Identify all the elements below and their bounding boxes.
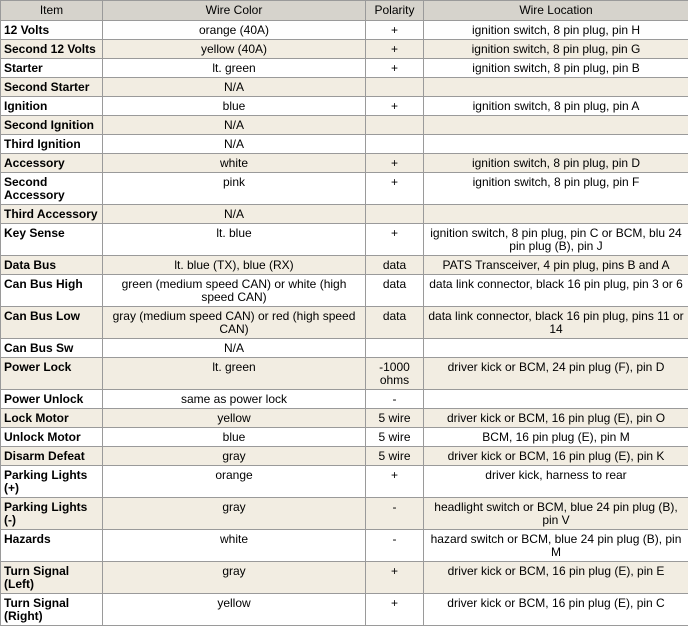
polarity-cell	[366, 339, 424, 358]
item-cell: Accessory	[1, 154, 103, 173]
table-row	[1, 562, 688, 594]
table-row	[1, 224, 688, 256]
item-cell: Ignition	[1, 97, 103, 116]
wire-location-cell: ignition switch, 8 pin plug, pin F	[424, 173, 688, 205]
table-row	[1, 256, 688, 275]
wire-color-cell: lt. green	[103, 358, 366, 390]
table-row	[1, 135, 688, 154]
polarity-cell: data	[366, 275, 424, 307]
wire-color-cell: yellow	[103, 594, 366, 626]
table-header-row	[1, 1, 688, 21]
wire-location-cell: ignition switch, 8 pin plug, pin C or BCM, blu 24 pin plug (B), pin J	[424, 224, 688, 256]
item-cell: Can Bus Low	[1, 307, 103, 339]
polarity-cell: +	[366, 21, 424, 40]
wire-color-cell: gray	[103, 447, 366, 466]
wire-color-cell: gray	[103, 498, 366, 530]
item-cell: Can Bus Sw	[1, 339, 103, 358]
wire-location-cell	[424, 78, 688, 97]
wire-location-cell: hazard switch or BCM, blue 24 pin plug (B), pin M	[424, 530, 688, 562]
wire-color-cell: blue	[103, 428, 366, 447]
item-cell: Disarm Defeat	[1, 447, 103, 466]
polarity-cell: -	[366, 530, 424, 562]
item-cell: Power Lock	[1, 358, 103, 390]
table-row	[1, 59, 688, 78]
wire-color-cell: pink	[103, 173, 366, 205]
header-item: Item	[1, 1, 103, 21]
table-row	[1, 97, 688, 116]
wire-location-cell: ignition switch, 8 pin plug, pin G	[424, 40, 688, 59]
wire-color-cell: lt. green	[103, 59, 366, 78]
polarity-cell: +	[366, 97, 424, 116]
wire-color-cell: orange (40A)	[103, 21, 366, 40]
wire-location-cell: ignition switch, 8 pin plug, pin B	[424, 59, 688, 78]
item-cell: Turn Signal (Right)	[1, 594, 103, 626]
wire-location-cell: PATS Transceiver, 4 pin plug, pins B and A	[424, 256, 688, 275]
table-row	[1, 275, 688, 307]
wire-color-cell: white	[103, 530, 366, 562]
wire-location-cell: ignition switch, 8 pin plug, pin A	[424, 97, 688, 116]
wire-location-cell: driver kick or BCM, 16 pin plug (E), pin K	[424, 447, 688, 466]
wire-color-cell: orange	[103, 466, 366, 498]
wire-color-cell: blue	[103, 97, 366, 116]
polarity-cell: 5 wire	[366, 447, 424, 466]
polarity-cell	[366, 116, 424, 135]
item-cell: Hazards	[1, 530, 103, 562]
table-row	[1, 173, 688, 205]
wire-location-cell	[424, 116, 688, 135]
wire-color-cell: gray	[103, 562, 366, 594]
item-cell: Starter	[1, 59, 103, 78]
polarity-cell	[366, 135, 424, 154]
header-wire-color: Wire Color	[103, 1, 366, 21]
wire-location-cell	[424, 205, 688, 224]
item-cell: Power Unlock	[1, 390, 103, 409]
table-row	[1, 466, 688, 498]
polarity-cell: +	[366, 59, 424, 78]
item-cell: Data Bus	[1, 256, 103, 275]
wire-color-cell: N/A	[103, 339, 366, 358]
item-cell: Second 12 Volts	[1, 40, 103, 59]
polarity-cell: data	[366, 256, 424, 275]
polarity-cell: -	[366, 390, 424, 409]
polarity-cell: +	[366, 594, 424, 626]
item-cell: Lock Motor	[1, 409, 103, 428]
wire-color-cell: yellow	[103, 409, 366, 428]
item-cell: Can Bus High	[1, 275, 103, 307]
item-cell: Second Accessory	[1, 173, 103, 205]
wire-location-cell	[424, 390, 688, 409]
item-cell: Third Accessory	[1, 205, 103, 224]
table-row	[1, 307, 688, 339]
polarity-cell: +	[366, 154, 424, 173]
wire-color-cell: N/A	[103, 205, 366, 224]
wire-location-cell: ignition switch, 8 pin plug, pin D	[424, 154, 688, 173]
wire-location-cell: driver kick, harness to rear	[424, 466, 688, 498]
wire-location-cell: driver kick or BCM, 16 pin plug (E), pin E	[424, 562, 688, 594]
polarity-cell: +	[366, 40, 424, 59]
table-row	[1, 409, 688, 428]
item-cell: Second Ignition	[1, 116, 103, 135]
polarity-cell: data	[366, 307, 424, 339]
table-row	[1, 40, 688, 59]
table-row	[1, 205, 688, 224]
wire-location-cell: ignition switch, 8 pin plug, pin H	[424, 21, 688, 40]
wire-location-cell	[424, 135, 688, 154]
wire-location-cell	[424, 339, 688, 358]
wire-location-cell: headlight switch or BCM, blue 24 pin plug (B), pin V	[424, 498, 688, 530]
polarity-cell: +	[366, 224, 424, 256]
polarity-cell: +	[366, 173, 424, 205]
item-cell: Parking Lights (+)	[1, 466, 103, 498]
polarity-cell: +	[366, 466, 424, 498]
table-row	[1, 447, 688, 466]
wire-color-cell: N/A	[103, 78, 366, 97]
table-row	[1, 594, 688, 626]
wire-color-cell: white	[103, 154, 366, 173]
table-row	[1, 358, 688, 390]
table-body	[1, 21, 688, 626]
wire-color-cell: green (medium speed CAN) or white (high speed CAN)	[103, 275, 366, 307]
item-cell: Parking Lights (-)	[1, 498, 103, 530]
wire-location-cell: driver kick or BCM, 16 pin plug (E), pin O	[424, 409, 688, 428]
item-cell: Third Ignition	[1, 135, 103, 154]
table-row	[1, 498, 688, 530]
wire-color-cell: lt. blue (TX), blue (RX)	[103, 256, 366, 275]
wire-color-cell: lt. blue	[103, 224, 366, 256]
polarity-cell: +	[366, 562, 424, 594]
table-row	[1, 530, 688, 562]
table-row	[1, 21, 688, 40]
table-row	[1, 339, 688, 358]
polarity-cell: -	[366, 498, 424, 530]
wire-location-cell: data link connector, black 16 pin plug, pins 11 or 14	[424, 307, 688, 339]
polarity-cell: -1000 ohms	[366, 358, 424, 390]
table-row	[1, 428, 688, 447]
table-row	[1, 116, 688, 135]
polarity-cell	[366, 78, 424, 97]
table-row	[1, 78, 688, 97]
header-polarity: Polarity	[366, 1, 424, 21]
polarity-cell	[366, 205, 424, 224]
item-cell: Turn Signal (Left)	[1, 562, 103, 594]
item-cell: Unlock Motor	[1, 428, 103, 447]
polarity-cell: 5 wire	[366, 409, 424, 428]
polarity-cell: 5 wire	[366, 428, 424, 447]
header-wire-location: Wire Location	[424, 1, 688, 21]
wire-location-cell: driver kick or BCM, 16 pin plug (E), pin C	[424, 594, 688, 626]
item-cell: Key Sense	[1, 224, 103, 256]
wire-location-cell: driver kick or BCM, 24 pin plug (F), pin D	[424, 358, 688, 390]
table-row	[1, 390, 688, 409]
wire-color-cell: same as power lock	[103, 390, 366, 409]
item-cell: Second Starter	[1, 78, 103, 97]
wire-location-cell: data link connector, black 16 pin plug, pin 3 or 6	[424, 275, 688, 307]
wire-color-cell: gray (medium speed CAN) or red (high speed CAN)	[103, 307, 366, 339]
table-row	[1, 154, 688, 173]
wire-color-cell: yellow (40A)	[103, 40, 366, 59]
item-cell: 12 Volts	[1, 21, 103, 40]
wire-color-cell: N/A	[103, 135, 366, 154]
wire-location-cell: BCM, 16 pin plug (E), pin M	[424, 428, 688, 447]
wire-color-cell: N/A	[103, 116, 366, 135]
